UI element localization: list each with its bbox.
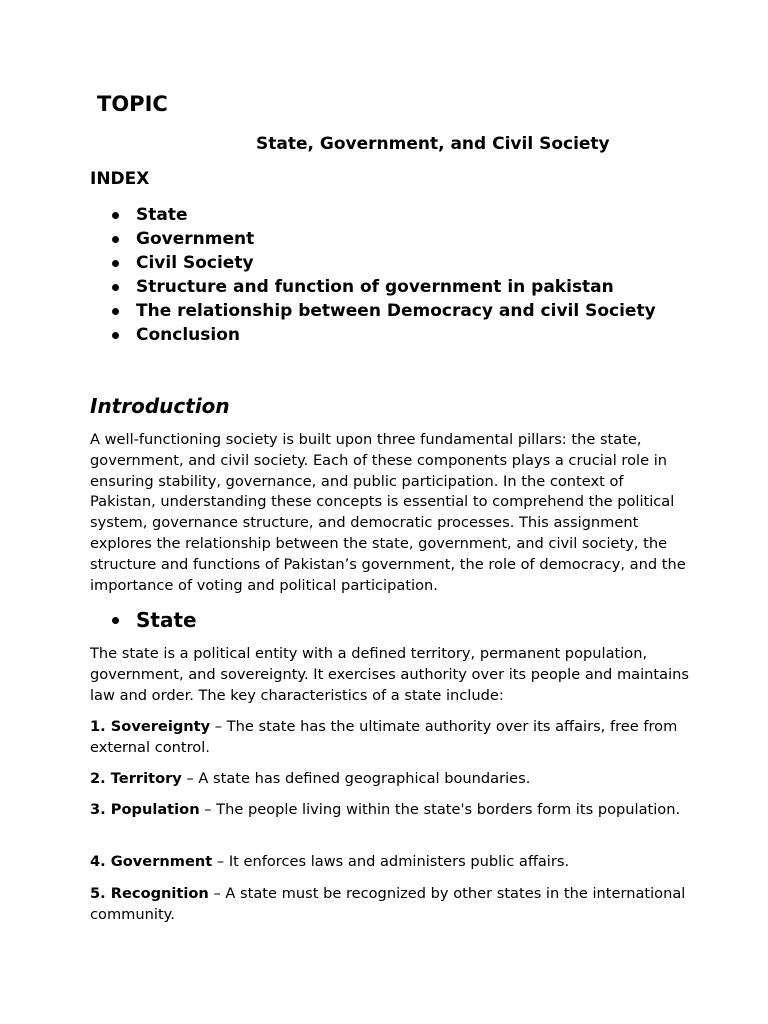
state-heading: State: [90, 608, 197, 632]
characteristic-term: 2. Territory: [90, 770, 182, 787]
index-item-state: State: [90, 203, 656, 227]
characteristic-term: 4. Government: [90, 853, 213, 870]
characteristic-item: [90, 852, 690, 873]
topic-label: TOPIC: [97, 92, 168, 116]
characteristic-item: [90, 769, 690, 790]
index-item-democracy-relationship: The relationship between Democracy and civil Society: [90, 299, 656, 323]
document-title: State, Government, and Civil Society: [256, 134, 610, 154]
index-item-government: Government: [90, 227, 656, 251]
characteristic-description: – A state must be recognized by other states in the international community.: [90, 885, 686, 923]
characteristic-description: – It enforces laws and administers public affairs.: [212, 853, 570, 870]
characteristic-item: [90, 717, 690, 759]
characteristic-term: 1. Sovereignty: [90, 718, 211, 735]
characteristic-item: [90, 884, 690, 926]
index-item-structure-function: Structure and function of government in pakistan: [90, 275, 656, 299]
characteristic-item: [90, 800, 690, 821]
index-list: [90, 203, 656, 347]
characteristic-description: – The people living within the state's borders form its population.: [199, 801, 681, 818]
index-item-civil-society: Civil Society: [90, 251, 656, 275]
introduction-paragraph: A well-functioning society is built upon three fundamental pillars: the state, government, and civil society. Each of these components plays a crucial role in ensuring stability, governance, and public participation. In the context of Pakistan, understanding these concepts is essential to comprehend the political system, governance structure, and democratic processes. This assignment explores the relationship between the state, government, and civil society, the structure and functions of Pakistan’s government, the role of democracy, and the importance of voting and political participation.: [90, 431, 686, 594]
characteristic-description: – The state has the ultimate authority over its affairs, free from external control.: [90, 718, 678, 756]
introduction-heading: Introduction: [90, 394, 230, 418]
characteristic-term: 5. Recognition: [90, 885, 209, 902]
characteristic-term: 3. Population: [90, 801, 200, 818]
index-item-conclusion: Conclusion: [90, 323, 656, 347]
characteristic-description: – A state has defined geographical boundaries.: [181, 770, 531, 787]
state-paragraph: The state is a political entity with a defined territory, permanent population, government, and sovereignty. It exercises authority over its people and maintains law and order. The key characteristics of a state include:: [90, 645, 689, 704]
index-heading: INDEX: [90, 169, 150, 189]
